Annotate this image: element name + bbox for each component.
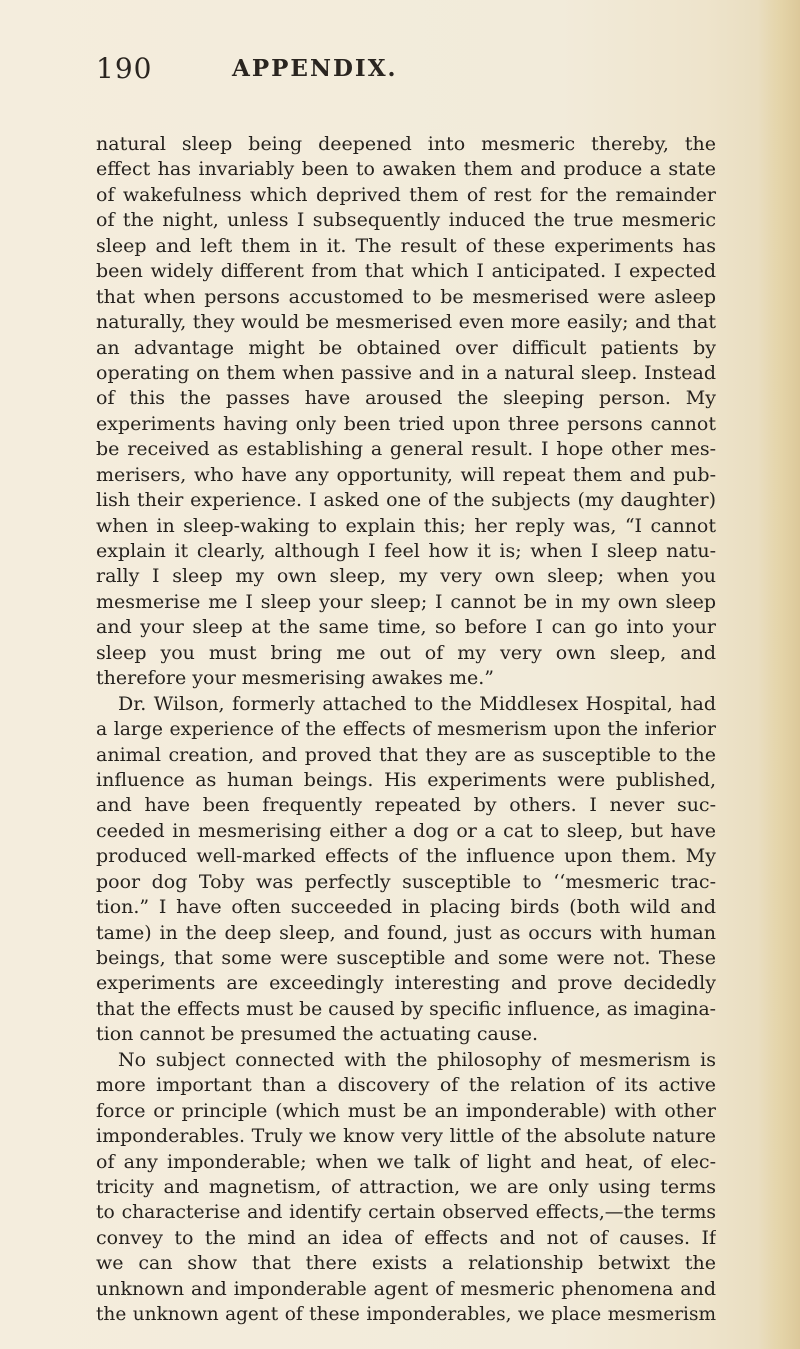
text-line: we can show that there exists a relationship betwixt the bbox=[96, 1252, 716, 1275]
text-line: an advantage might be obtained over difficult patients by bbox=[96, 336, 716, 359]
text-line: that the effects must be caused by specific influence, as imagina- bbox=[96, 998, 716, 1020]
text-line: produced well-marked effects of the influence upon them. My bbox=[96, 845, 716, 868]
text-line: to characterise and identify certain observed effects,—the terms bbox=[96, 1202, 716, 1224]
text-line: a large experience of the effects of mesmerism upon the inferior bbox=[96, 719, 716, 741]
page-header bbox=[96, 52, 716, 92]
text-line: poor dog Toby was perfectly susceptible to ‘‘mesmeric trac- bbox=[96, 870, 716, 893]
text-line: ceeded in mesmerising either a dog or a cat to sleep, but have bbox=[96, 819, 716, 842]
page-number: 190 bbox=[96, 52, 153, 85]
text-line: be received as establishing a general result. I hope other mes- bbox=[96, 438, 716, 461]
text-line: natural sleep being deepened into mesmeric thereby, the bbox=[96, 133, 716, 155]
text-line: experiments are exceedingly interesting and prove decidedly bbox=[96, 972, 716, 995]
text-line: and your sleep at the same time, so before I can go into your bbox=[96, 616, 716, 639]
text-line: naturally, they would be mesmerised even more easily; and that bbox=[96, 311, 716, 334]
text-line: operating on them when passive and in a natural sleep. Instead bbox=[96, 361, 716, 384]
text-line: force or principle (which must be an imponderable) with other bbox=[96, 1099, 716, 1122]
text-line: lish their experience. I asked one of the subjects (my daughter) bbox=[96, 489, 716, 512]
text-line: mesmerise me I sleep your sleep; I cannot be in my own sleep bbox=[96, 590, 716, 613]
text-line: rally I sleep my own sleep, my very own sleep; when you bbox=[96, 565, 716, 588]
text-line: tricity and magnetism, of attraction, we are only using terms bbox=[96, 1175, 716, 1198]
text-line: No subject connected with the philosophy of mesmerism is bbox=[118, 1048, 716, 1071]
text-line: more important than a discovery of the relation of its active bbox=[96, 1074, 716, 1097]
text-line: effect has invariably been to awaken them and produce a state bbox=[96, 158, 716, 181]
text-line: convey to the mind an idea of effects and not of causes. If bbox=[96, 1226, 716, 1249]
text-line: merisers, who have any opportunity, will repeat them and pub- bbox=[96, 463, 716, 486]
running-head: APPENDIX. bbox=[232, 55, 398, 82]
page-edge-shadow bbox=[758, 0, 800, 1349]
text-line: been widely different from that which I anticipated. I expected bbox=[96, 260, 716, 283]
body-text bbox=[96, 132, 716, 1328]
text-line: tion cannot be presumed the actuating cause. bbox=[96, 1023, 539, 1046]
text-line: of any imponderable; when we talk of light and heat, of elec- bbox=[96, 1150, 716, 1173]
text-line: of this the passes have aroused the sleeping person. My bbox=[96, 387, 716, 410]
text-line: tion.” I have often succeeded in placing birds (both wild and bbox=[96, 896, 716, 919]
text-line: influence as human beings. His experiments were published, bbox=[96, 768, 716, 791]
text-line: of wakefulness which deprived them of rest for the remainder bbox=[96, 183, 716, 206]
text-line: explain it clearly, although I feel how it is; when I sleep natu- bbox=[96, 540, 716, 562]
text-line: sleep you must bring me out of my very own sleep, and bbox=[96, 641, 716, 664]
text-line: and have been frequently repeated by others. I never suc- bbox=[96, 794, 716, 817]
text-line: therefore your mesmerising awakes me.” bbox=[96, 667, 494, 690]
text-line: tame) in the deep sleep, and found, just as occurs with human bbox=[96, 921, 716, 944]
text-line: experiments having only been tried upon three persons cannot bbox=[96, 412, 716, 435]
text-line: when in sleep-waking to explain this; her reply was, “I cannot bbox=[96, 514, 716, 537]
text-line: animal creation, and proved that they are as susceptible to the bbox=[96, 743, 716, 766]
text-line: imponderables. Truly we know very little of the absolute nature bbox=[96, 1125, 716, 1148]
text-line: sleep and left them in it. The result of these experiments has bbox=[96, 234, 716, 257]
text-line: Dr. Wilson, formerly attached to the Middlesex Hospital, had bbox=[118, 692, 716, 715]
text-line: that when persons accustomed to be mesmerised were asleep bbox=[96, 285, 716, 308]
text-line: beings, that some were susceptible and some were not. These bbox=[96, 947, 716, 969]
text-line: the unknown agent of these imponderables, we place mesmerism bbox=[96, 1304, 716, 1326]
text-line: of the night, unless I subsequently induced the true mesmeric bbox=[96, 209, 716, 232]
text-line: unknown and imponderable agent of mesmeric phenomena and bbox=[96, 1277, 716, 1300]
